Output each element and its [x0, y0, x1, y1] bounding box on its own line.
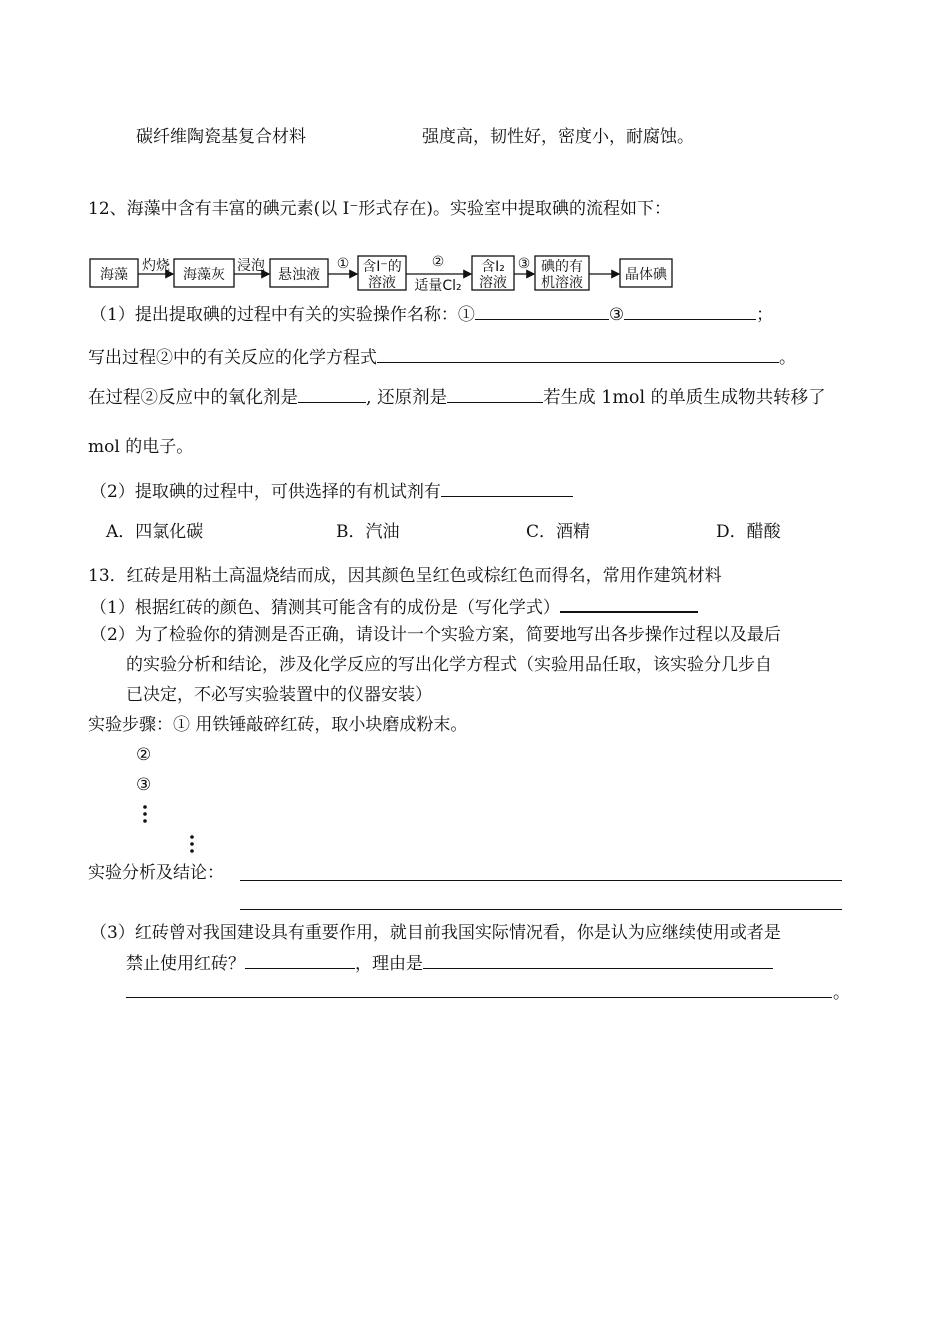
answer-blank-reductant[interactable]: [447, 386, 543, 403]
flow-box-label: 含I⁻的: [362, 259, 402, 275]
q12-equation-end: 。: [779, 348, 796, 368]
q12-stem: 12、海藻中含有丰富的碘元素(以 I⁻形式存在)。实验室中提取碘的流程如下：: [88, 199, 671, 219]
option-c[interactable]: C．酒精: [526, 522, 591, 542]
q13-part3-reason-label: ，理由是: [355, 954, 423, 974]
flow-box-label: 溶液: [479, 275, 507, 291]
q13-part1: [90, 595, 698, 619]
flow-box-label: 溶液: [368, 275, 396, 291]
flow-box-label: 含I₂: [481, 259, 505, 275]
option-b[interactable]: B．汽油: [336, 522, 400, 542]
answer-blank-op3[interactable]: [624, 303, 756, 320]
q13-steps-label: 实验步骤：① 用铁锤敲碎红砖，取小块磨成粉末。: [88, 715, 468, 735]
flow-box-label: 机溶液: [541, 275, 583, 291]
q12-part1-mid: ③: [608, 305, 625, 325]
q12-oxidant-label: 在过程②反应中的氧化剂是: [88, 388, 298, 408]
flow-arrow-label: ①: [336, 256, 350, 272]
answer-blank-choice[interactable]: [245, 952, 355, 969]
answer-blank-op1[interactable]: [475, 303, 609, 320]
q12-part1-line4: mol 的电子。: [88, 437, 194, 457]
q13-part3-line2: [126, 952, 773, 975]
q13-analysis-label: 实验分析及结论：: [88, 863, 224, 883]
flow-box-label: 晶体碘: [625, 267, 667, 283]
flow-box-label: 悬浊液: [278, 267, 320, 283]
q13-part1-text: （1）根据红砖的颜色、猜测其可能含有的成份是（写化学式）: [90, 598, 560, 618]
q13-part3-question: 禁止使用红砖？: [126, 954, 245, 974]
answer-blank-composition[interactable]: [560, 595, 698, 613]
flow-arrow-label: ②: [431, 254, 445, 270]
flow-box-label: 碘的有: [541, 259, 583, 275]
answer-blank-equation[interactable]: [377, 346, 779, 363]
option-a[interactable]: A．四氯化碳: [106, 522, 204, 542]
vertical-ellipsis-icon: [188, 834, 196, 854]
option-d[interactable]: D．醋酸: [716, 522, 781, 542]
q13-step-3: ③: [136, 775, 152, 795]
q13-part2-line3: 已决定，不必写实验装置中的仪器安装）: [126, 685, 432, 705]
flow-box-label: 海藻灰: [183, 267, 225, 283]
q12-reductant-label: , 还原剂是: [366, 388, 448, 408]
flow-arrow-label: ③: [517, 256, 531, 272]
flow-arrow-label: 适量Cl₂: [414, 278, 462, 294]
answer-blank-reagent[interactable]: [441, 480, 573, 497]
flow-box-label: 海藻: [100, 267, 128, 283]
answer-line-analysis-1[interactable]: [240, 880, 842, 881]
q12-part1-prefix: （1）提出提取碘的过程中有关的实验操作名称：①: [90, 305, 475, 325]
material-property: 强度高，韧性好，密度小，耐腐蚀。: [422, 127, 694, 147]
q12-part2-prefix: （2）提取碘的过程中，可供选择的有机试剂有: [90, 482, 441, 502]
answer-blank-oxidant[interactable]: [298, 386, 366, 403]
material-name: 碳纤维陶瓷基复合材料: [136, 127, 306, 147]
q13-stem: 13．红砖是用粘土高温烧结而成，因其颜色呈红色或棕红色而得名，常用作建筑材料: [88, 566, 722, 586]
flow-arrow-label: 灼烧: [142, 258, 170, 274]
q12-transfer-label: 若生成 1mol 的单质生成物共转移了: [543, 388, 826, 408]
q12-equation-prefix: 写出过程②中的有关反应的化学方程式: [88, 348, 377, 368]
vertical-ellipsis-icon: [141, 804, 149, 824]
iodine-extraction-flowchart: [88, 254, 708, 294]
q13-part2-line1: （2）为了检验你的猜测是否正确，请设计一个实验方案，简要地写出各步操作过程以及最后: [90, 625, 781, 645]
q12-part1-line2: [88, 346, 796, 369]
answer-line-analysis-2[interactable]: [240, 909, 842, 910]
q13-part3-line1: （3）红砖曾对我国建设具有重要作用，就目前我国实际情况看，你是认为应继续使用或者是: [90, 923, 781, 943]
flow-arrow-label: 浸泡: [237, 258, 265, 274]
answer-line-reason-2[interactable]: [126, 997, 832, 998]
q12-part1-line1: [90, 303, 773, 326]
q12-part2: [90, 480, 573, 503]
q12-part1-end: ；: [756, 305, 774, 325]
q13-part3-end: 。: [833, 983, 850, 1003]
q12-part1-line3: [88, 386, 826, 409]
q13-part2-line2: 的实验分析和结论，涉及化学反应的写出化学方程式（实验用品任取，该实验分几步自: [126, 655, 772, 675]
q13-step-2: ②: [136, 745, 152, 765]
answer-blank-reason[interactable]: [423, 952, 773, 969]
